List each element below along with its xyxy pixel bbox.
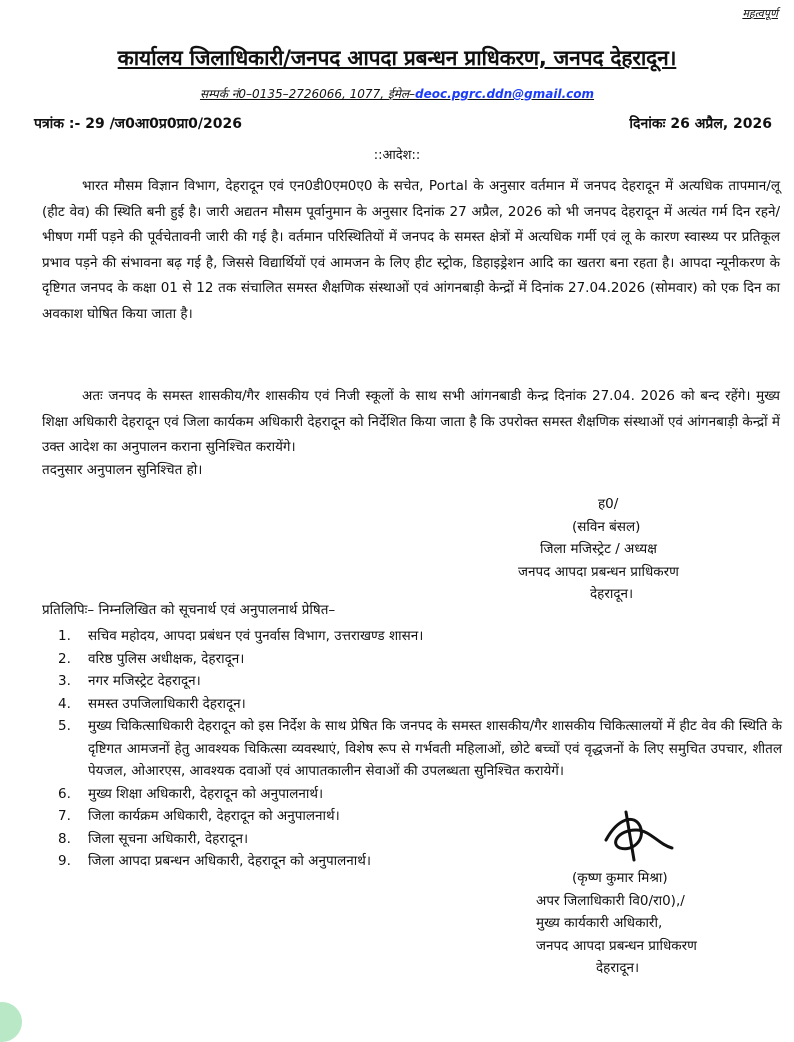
list-item-number: 7.	[58, 808, 71, 824]
letter-date: दिनांकः 26 अप्रैल, 2026	[629, 116, 772, 132]
list-item-number: 3.	[58, 673, 71, 689]
list-item-number: 2.	[58, 650, 71, 667]
list-item-number: 4.	[58, 695, 71, 712]
list-item-text: समस्त उपजिलाधिकारी देहरादून।	[88, 695, 246, 712]
list-item	[58, 648, 782, 671]
list-item-text: जिला कार्यक्रम अधिकारी, देहरादून को अनुपालनार्थ।	[88, 808, 340, 824]
signatory-authority: जनपद आपदा प्रबन्धन प्राधिकरण	[518, 563, 679, 580]
list-item-text: जिला सूचना अधिकारी, देहरादून।	[88, 830, 249, 847]
list-item-text: मुख्य चिकित्साधिकारी देहरादून को इस निर्देश के साथ प्रेषित कि जनपद के समस्त शासकीय/गैर शासकीय चिकित्सालयों में हीट वेव की स्थिति के दृष्टिगत आमजनों हेतु आवश्यक चिकित्सा व्यवस्थाएं, विशेष रूप से गर्भवती महिलाओं, छोटे बच्चों एवं वृद्धजनों के लिए समुचित उपचार, शीतल पेयजल, ओआरएस, आवश्यक दवाओं एवं आपातकालीन सेवाओं की उपलब्धता सुनिश्चित करायेगें।	[88, 718, 782, 779]
signatory-designation: अपर जिलाधिकारी वि0/रा0),/	[536, 892, 685, 909]
list-item	[58, 715, 782, 783]
list-item-number: 6.	[58, 785, 71, 802]
compliance-line: तदनुसार अनुपालन सुनिश्चित हो।	[42, 462, 203, 478]
list-item	[58, 625, 782, 648]
list-item-number: 8.	[58, 830, 71, 847]
list-item-number: 5.	[58, 718, 71, 734]
order-heading: ::आदेश::	[373, 148, 421, 163]
importance-tag: महत्वपूर्ण	[742, 7, 778, 20]
signatory-authority: जनपद आपदा प्रबन्धन प्राधिकरण	[536, 937, 697, 954]
list-item-number: 1.	[58, 628, 71, 644]
signed-mark: ह0/	[598, 496, 619, 512]
signatory-name: (कृष्ण कुमार मिश्रा)	[572, 870, 668, 886]
signatory-role: मुख्य कार्यकारी अधिकारी,	[536, 915, 663, 931]
list-item-text: जिला आपदा प्रबन्धन अधिकारी, देहरादून को अनुपालनार्थ।	[88, 853, 371, 869]
list-item-text: मुख्य शिक्षा अधिकारी, देहरादून को अनुपालनार्थ।	[88, 785, 324, 802]
office-title: कार्यालय जिलाधिकारी/जनपद आपदा प्रबन्धन प्राधिकरण, जनपद देहरादून।	[117, 46, 677, 70]
reference-line	[34, 114, 772, 133]
list-item-text: नगर मजिस्ट्रेट देहरादून।	[88, 673, 201, 689]
contact-numbers: सम्पर्क नं0–0135–2726066, 1077, ईमेल–	[199, 87, 416, 101]
contact-email[interactable]: deoc.pgrc.ddn@gmail.com	[415, 87, 595, 101]
order-paragraph-2: अतः जनपद के समस्त शासकीय/गैर शासकीय एवं निजी स्कूलों के साथ सभी आंगनबाडी केन्द्र दिनांक 27.04. 2026 को बन्द रहेंगे। मुख्य शिक्षा अधिकारी देहरादून एवं जिला कार्यकम अधिकारी देहरादून को निर्देशित किया जाता है कि उपरोक्त समस्त शैक्षणिक संस्थाओं एवं आंगनबाड़ी केन्द्रों में उक्त आदेश का अनुपालन कराना सुनिश्चित करायेंगे।	[42, 388, 780, 455]
order-paragraph-1: भारत मौसम विज्ञान विभाग, देहरादून एवं एन0डी0एम0ए0 के सचेत, Portal के अनुसार वर्तमान में जनपद देहरादून में अत्यधिक तापमान/लू (हीट वेव) की स्थिति बनी हुई है। जारी अद्यतन मौसम पूर्वानुमान के अनुसार दिनांक 27 अप्रैल, 2026 को भी जनपद देहरादून में अत्यंत गर्म दिन रहने/भीषण गर्मी पड़ने की पूर्वचेतावनी जारी की गई है। वर्तमान परिस्थितियों में जनपद के समस्त क्षेत्रों में अत्यधिक गर्मी एवं लू के कारण स्वास्थ्य पर प्रतिकूल प्रभाव पड़ने की संभावना बढ़ गई है, जिससे विद्यार्थियों एवं आमजन के लिए हीट स्ट्रोक, डिहाइड्रेशन आदि का खतरा बना रहता है। आपदा न्यूनीकरण के दृष्टिगत जनपद के कक्षा 01 से 12 तक संचालित समस्त शैक्षणिक संस्थाओं एवं आंगनबाड़ी केन्द्रों में दिनांक 27.04.2026 (सोमवार) को एक दिन का अवकाश घोषित किया जाता है।	[42, 178, 780, 322]
list-item	[58, 670, 782, 693]
copy-heading: प्रतिलिपिः– निम्नलिखित को सूचनार्थ एवं अनुपालनार्थ प्रेषित–	[42, 602, 336, 618]
list-item	[58, 693, 782, 716]
signatory-place: देहरादून।	[590, 586, 634, 602]
corner-overlay	[0, 1002, 22, 1042]
list-item-text: वरिष्ठ पुलिस अधीक्षक, देहरादून।	[88, 650, 245, 667]
handwritten-signature-icon	[588, 800, 678, 870]
list-item-text: सचिव महोदय, आपदा प्रबंधन एवं पुनर्वास विभाग, उत्तराखण्ड शासन।	[88, 628, 424, 644]
list-item-number: 9.	[58, 853, 71, 869]
signatory-place: देहरादून।	[596, 960, 640, 976]
signatory-block-adm	[536, 867, 776, 980]
letter-number: पत्रांक :- 29 /ज0आ0प्र0प्रा0/2026	[34, 116, 242, 132]
signatory-block-dm	[500, 493, 740, 606]
signatory-name: (सविन बंसल)	[572, 518, 641, 535]
contact-line	[0, 85, 794, 102]
signatory-designation: जिला मजिस्ट्रेट / अध्यक्ष	[540, 541, 657, 557]
